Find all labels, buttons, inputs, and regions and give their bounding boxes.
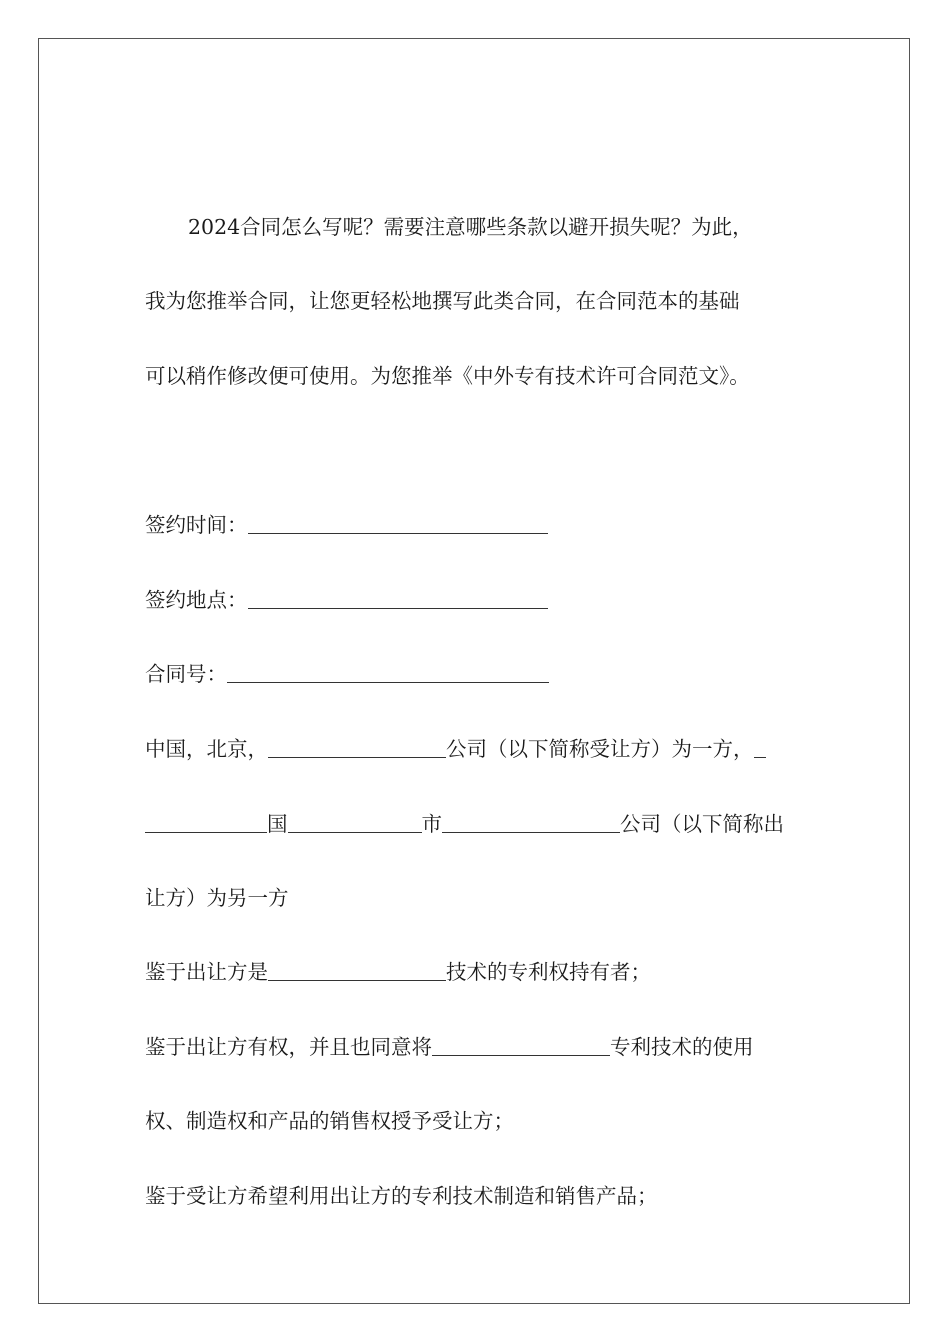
parties-line-3: 让方）为另一方 (145, 886, 289, 910)
transferee-company-blank[interactable] (268, 756, 446, 758)
transferor-country-blank-start[interactable] (754, 756, 766, 758)
parties-text-2c: 公司（以下简称出 (620, 812, 784, 836)
intro-line-3: 可以稍作修改便可使用。为您推举《中外专有技术许可合同范文》。 (145, 364, 750, 388)
recital-1 (145, 962, 651, 983)
recital-2-text-b: 专利技术的使用 (610, 1035, 754, 1059)
sign-place-label: 签约地点： (145, 588, 248, 612)
recital-2-continued: 权、制造权和产品的销售权授予受让方； (145, 1109, 514, 1133)
recital-2-text-a: 鉴于出让方有权，并且也同意将 (145, 1035, 432, 1059)
recital-1-text-a: 鉴于出让方是 (145, 960, 268, 984)
recital-2 (145, 1037, 754, 1058)
sign-time-blank[interactable] (248, 532, 548, 534)
transferor-city-blank[interactable] (288, 831, 422, 833)
parties-text-2a: 国 (267, 812, 288, 836)
transferor-company-blank[interactable] (442, 831, 620, 833)
intro-line-1: 2024合同怎么写呢？需要注意哪些条款以避开损失呢？为此， (188, 215, 753, 239)
recital-3: 鉴于受让方希望利用出让方的专利技术制造和销售产品； (145, 1184, 658, 1208)
contract-number-row (145, 664, 549, 685)
sign-place-blank[interactable] (248, 607, 548, 609)
parties-line-2 (145, 814, 784, 835)
sign-place-row (145, 590, 548, 611)
parties-text-1a: 中国，北京， (145, 737, 268, 761)
sign-time-row (145, 515, 548, 536)
transferor-country-blank[interactable] (145, 831, 267, 833)
contract-number-blank[interactable] (227, 681, 549, 683)
parties-text-2b: 市 (421, 812, 442, 836)
recital-1-text-b: 技术的专利权持有者； (446, 960, 651, 984)
patent-technology-blank[interactable] (432, 1054, 610, 1056)
technology-name-blank[interactable] (268, 979, 446, 981)
contract-number-label: 合同号： (145, 662, 227, 686)
sign-time-label: 签约时间： (145, 513, 248, 537)
parties-line-1 (145, 739, 766, 760)
parties-text-1b: 公司（以下简称受让方）为一方， (446, 737, 754, 761)
intro-line-2: 我为您推举合同，让您更轻松地撰写此类合同，在合同范本的基础 (145, 289, 740, 313)
